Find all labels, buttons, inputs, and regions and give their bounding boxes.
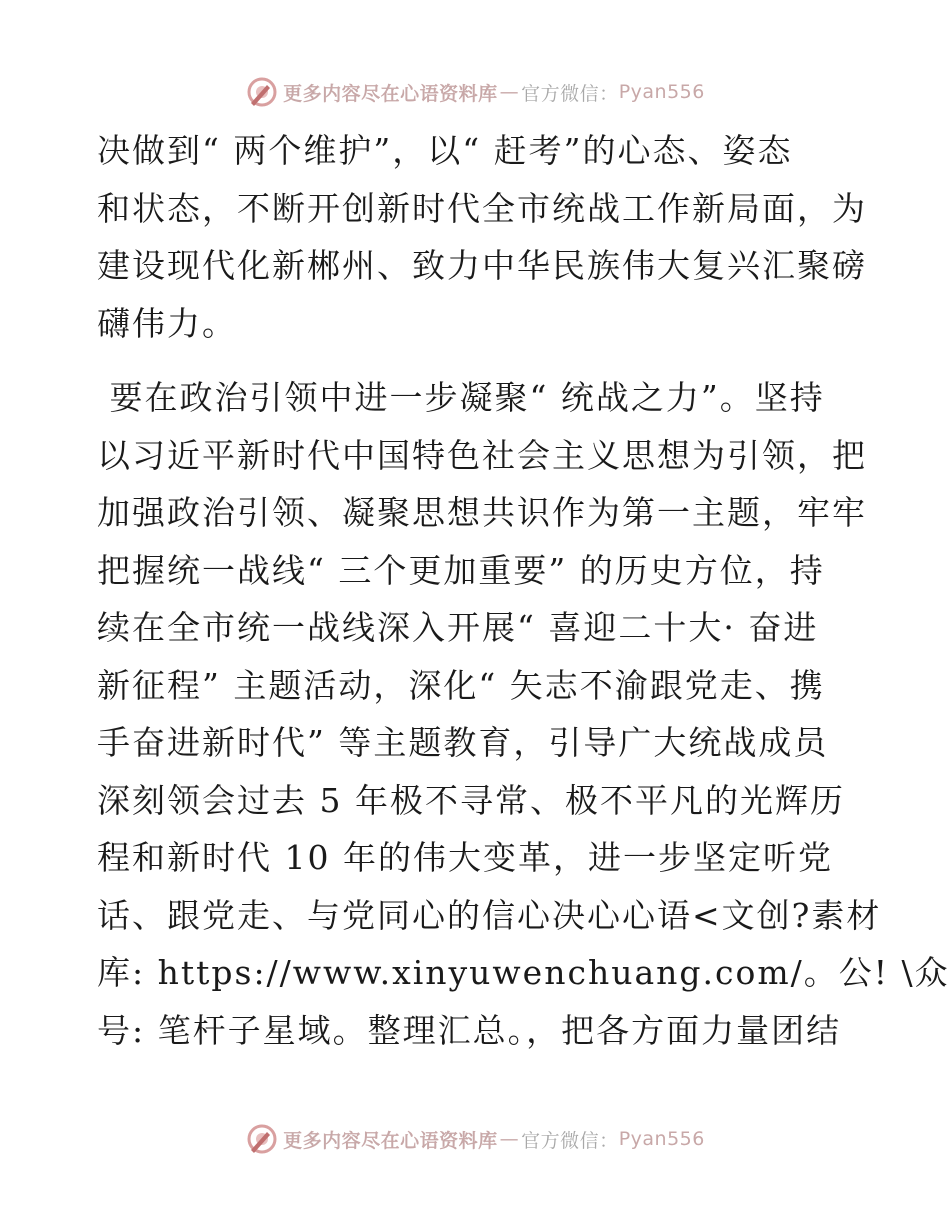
text-line: 新征程” 主题活动，深化“ 矢志不渝跟党走、携 bbox=[97, 665, 825, 705]
banner-wechat-label: 官方微信： bbox=[521, 82, 619, 105]
text-line: 续在全市统一战线深入开展“ 喜迎二十大· 奋进 bbox=[97, 608, 819, 647]
pen-logo-icon bbox=[245, 75, 279, 109]
text-line: 把握统一战线“ 三个更加重要” 的历史方位，持 bbox=[97, 550, 825, 590]
text-line: 库: https://www.xinyuwenchuang.com/。公! \众 bbox=[97, 953, 950, 992]
footer-watermark-banner bbox=[0, 1119, 950, 1159]
banner-site-text: 更多内容尽在心语资料库 bbox=[283, 82, 498, 105]
text-line: 和状态，不断开创新时代全市统战工作新局面，为 bbox=[97, 188, 867, 228]
text-line: 程和新时代 10 年的伟大变革，进一步坚定听党 bbox=[97, 838, 833, 877]
paragraph-1 bbox=[97, 122, 867, 352]
document-body bbox=[97, 122, 950, 1059]
text-line: 建设现代化新郴州、致力中华民族伟大复兴汇聚磅 bbox=[97, 246, 867, 285]
text-line: 深刻领会过去 5 年极不寻常、极不平凡的光辉历 bbox=[97, 780, 845, 820]
paragraph-2 bbox=[97, 369, 950, 1059]
header-watermark-banner bbox=[0, 72, 950, 112]
text-line: 要在政治引领中进一步凝聚“ 统战之力”。坚持 bbox=[97, 378, 825, 417]
pen-logo-icon bbox=[245, 1122, 279, 1156]
text-line: 决做到“ 两个维护”，以“ 赶考”的心态、姿态 bbox=[97, 131, 793, 170]
banner-wechat-id: Pyan556 bbox=[618, 81, 705, 103]
banner-wechat-label: 官方微信： bbox=[521, 1129, 619, 1152]
banner-dash: — bbox=[499, 1128, 520, 1150]
text-line: 加强政治引领、凝聚思想共识作为第一主题，牢牢 bbox=[97, 493, 867, 532]
text-line: 话、跟党走、与党同心的信心决心心语<文创?素材 bbox=[97, 895, 882, 935]
banner-dash: — bbox=[499, 81, 520, 103]
text-line: 号: 笔杆子星域。整理汇总。，把各方面力量团结 bbox=[97, 1010, 842, 1050]
text-line: 以习近平新时代中国特色社会主义思想为引领，把 bbox=[97, 435, 867, 475]
banner-wechat-id: Pyan556 bbox=[618, 1128, 705, 1150]
text-line: 礴伟力。 bbox=[97, 303, 237, 343]
banner-site-text: 更多内容尽在心语资料库 bbox=[283, 1129, 498, 1152]
text-line: 手奋进新时代” 等主题教育，引导广大统战成员 bbox=[97, 723, 829, 762]
